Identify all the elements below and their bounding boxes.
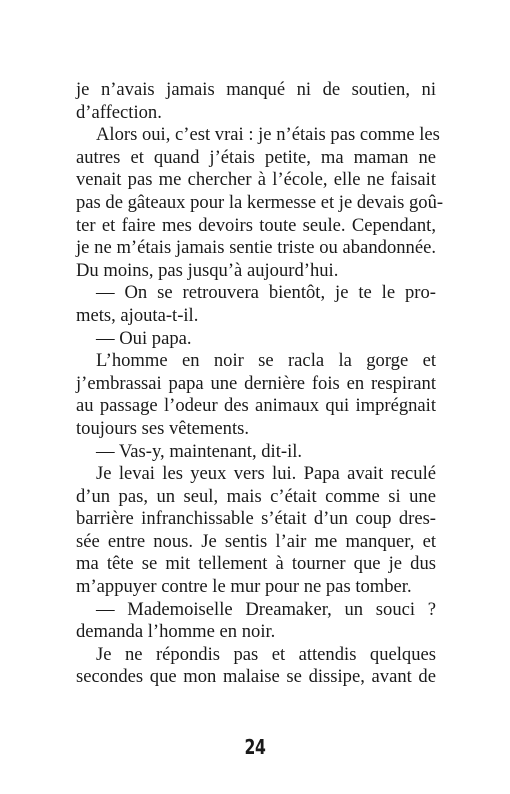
page-number: 24: [244, 735, 266, 759]
text-line: m’appuyer contre le mur pour ne pas tomber.: [76, 576, 412, 598]
text-line: sée entre nous. Je sentis l’air me manquer, et: [76, 530, 436, 552]
text-line: L’homme en noir se racla la gorge et: [96, 350, 436, 372]
text-line: demanda l’homme en noir.: [76, 621, 276, 643]
text-line: je ne m’étais jamais sentie triste ou abandonnée.: [76, 237, 436, 259]
text-line: venait pas me chercher à l’école, elle ne faisait: [76, 169, 436, 191]
text-line: Je levai les yeux vers lui. Papa avait reculé: [96, 463, 436, 485]
text-line: d’un pas, un seul, mais c’était comme si une: [76, 485, 436, 507]
text-line: autres et quand j’étais petite, ma maman ne: [76, 146, 436, 168]
text-line: — On se retrouvera bientôt, je te le pro-: [96, 282, 436, 304]
text-line: secondes que mon malaise se dissipe, avant de: [76, 666, 436, 688]
text-line: d’affection.: [76, 101, 162, 123]
text-line: Du moins, pas jusqu’à aujourd’hui.: [76, 259, 339, 281]
text-line: Alors oui, c’est vrai : je n’étais pas comme les: [96, 124, 440, 146]
text-line: — Vas-y, maintenant, dit-il.: [96, 440, 303, 462]
text-line: j’embrassai papa une dernière fois en respirant: [76, 372, 436, 394]
text-line: mets, ajouta-t-il.: [76, 304, 199, 326]
text-line: ter et faire mes devoirs toute seule. Cependant,: [76, 214, 436, 236]
text-line: au passage l’odeur des animaux qui imprégnait: [76, 395, 436, 417]
body-text: [76, 79, 444, 689]
text-line: — Oui papa.: [96, 327, 192, 349]
text-line: — Mademoiselle Dreamaker, un souci ?: [96, 598, 436, 620]
text-line: Je ne répondis pas et attendis quelques: [96, 643, 436, 665]
text-line: barrière infranchissable s’était d’un coup dres-: [76, 508, 436, 530]
text-line: pas de gâteaux pour la kermesse et je devais goû-: [76, 191, 444, 213]
text-line: je n’avais jamais manqué ni de soutien, ni: [76, 79, 436, 100]
text-line: toujours ses vêtements.: [76, 417, 249, 439]
text-line: ma tête se mit tellement à tourner que je dus: [76, 553, 436, 575]
